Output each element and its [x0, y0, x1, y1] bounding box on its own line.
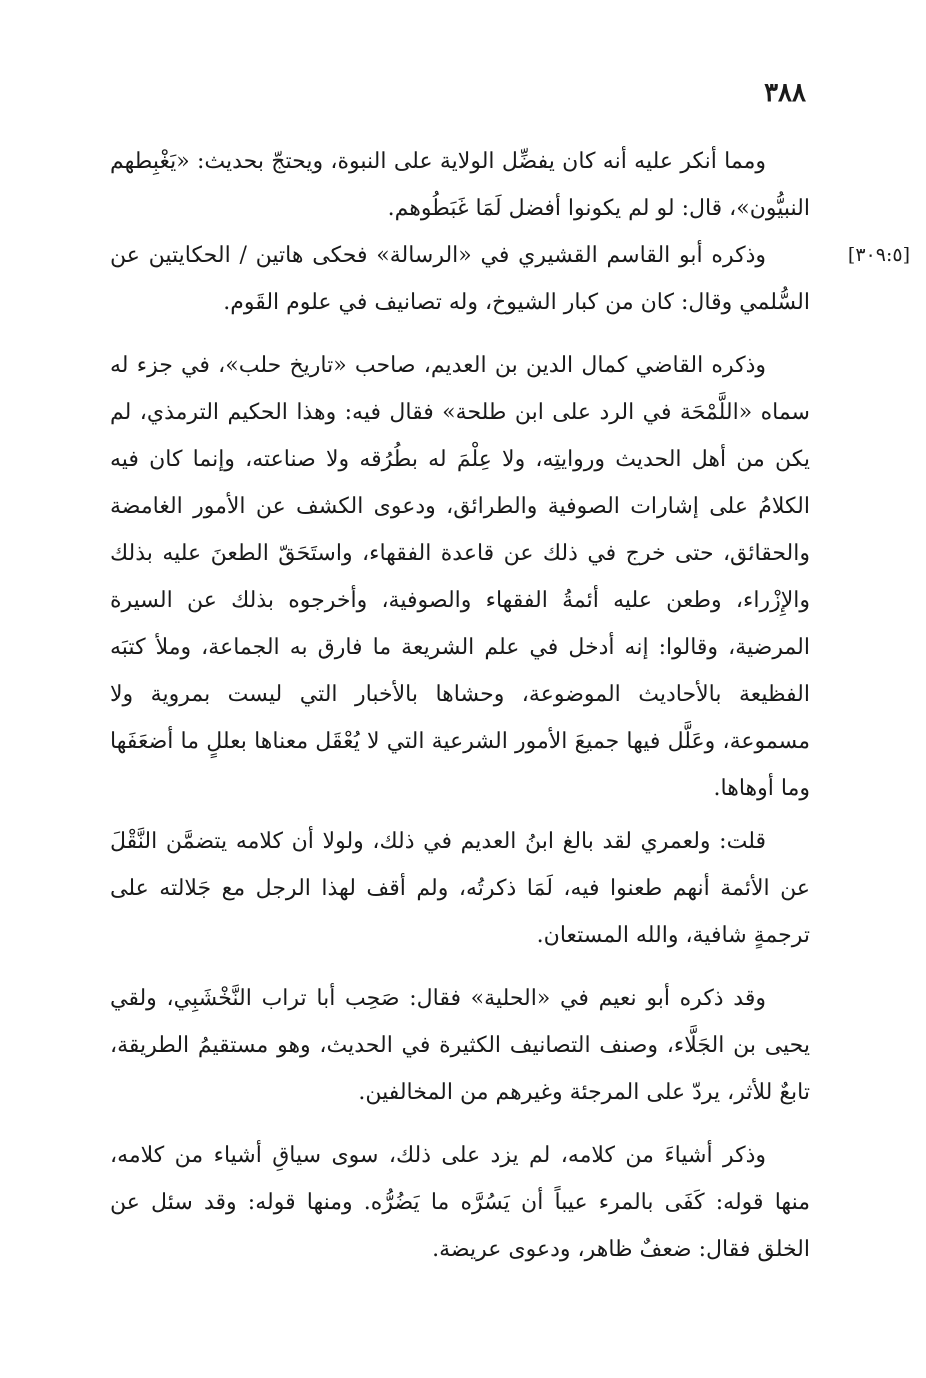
- page-number: ٣٨٨: [764, 78, 806, 108]
- main-text-block: [110, 138, 910, 1273]
- paragraph-1: ومما أنكر عليه أنه كان يفضِّل الولاية على النبوة، ويحتجّ بحديث: «يَغْبِطهم النبيُّون»، قال: لو لم يكونوا أفضل لَمَا غَبَطُوهم.: [110, 149, 810, 221]
- paragraph-2-text: وذكره أبو القاسم القشيري في «الرسالة» فحكى هاتين / الحكايتين عن السُّلمي وقال: كان من كبار الشيوخ، وله تصانيف في علوم القَوم.: [110, 243, 810, 315]
- paragraph-5: وقد ذكره أبو نعيم في «الحلية» فقال: صَحِب أبا تراب النَّخْشَبِي، ولقي يحيى بن الجَلَّاء، وصنف التصانيف الكثيرة في الحديث، وهو مستقيمُ الطريقة، تابعٌ للأثر، يردّ على المرجئة وغيرهم من المخالفين.: [110, 986, 810, 1105]
- paragraph-6: وذكر أشياءَ من كلامه، لم يزد على ذلك، سوى سياقِ أشياء من كلامه، منها قوله: كَفَى بالمرء عيباً أن يَسُرَّه ما يَضُرُّه. ومنها قوله: وقد سئل عن الخلق فقال: ضعفٌ ظاهر، ودعوى عريضة.: [110, 1143, 810, 1262]
- paragraph-4: قلت: ولعمري لقد بالغ ابنُ العديم في ذلك، ولولا أن كلامه يتضمَّن النَّقْلَ عن الأئمة أنهم طعنوا فيه، لَمَا ذكرتُه، ولم أقف لهذا الرجل مع جَلالته على ترجمةٍ شافية، والله المستعان.: [110, 829, 810, 948]
- paragraph-3: وذكره القاضي كمال الدين بن العديم، صاحب «تاريخ حلب»، في جزء له سماه «اللَّمْحَة في الرد على ابن طلحة» فقال فيه: وهذا الحكيم الترمذي، لم يكن من أهل الحديث وروايتِه، ولا عِلْمَ له بطُرُقه ولا صناعته، وإنما كان فيه الكلامُ على إشارات الصوفية والطرائق، ودعوى الكشف عن الأمور الغامضة والحقائق، حتى خرج في ذلك عن قاعدة الفقهاء، واستَحَقّ الطعنَ عليه بذلك والإِزْراء، وطعن عليه أئمةُ الفقهاء والصوفية، وأخرجوه بذلك عن السيرة المرضية، وقالوا: إنه أدخل في علم الشريعة ما فارق به الجماعة، وملأ كتبَه الفظيعة بالأحاديث الموضوعة، وحشاها بالأخبار التي ليست بمروية ولا مسموعة، وعَلَّل فيها جميعَ الأمور الشرعية التي لا يُعْقَل معناها بعللٍ ما أضعَفَها وما أوهاها.: [110, 353, 810, 801]
- paragraph-2: [110, 232, 910, 326]
- margin-reference: [٣٠٩:٥]: [847, 244, 910, 266]
